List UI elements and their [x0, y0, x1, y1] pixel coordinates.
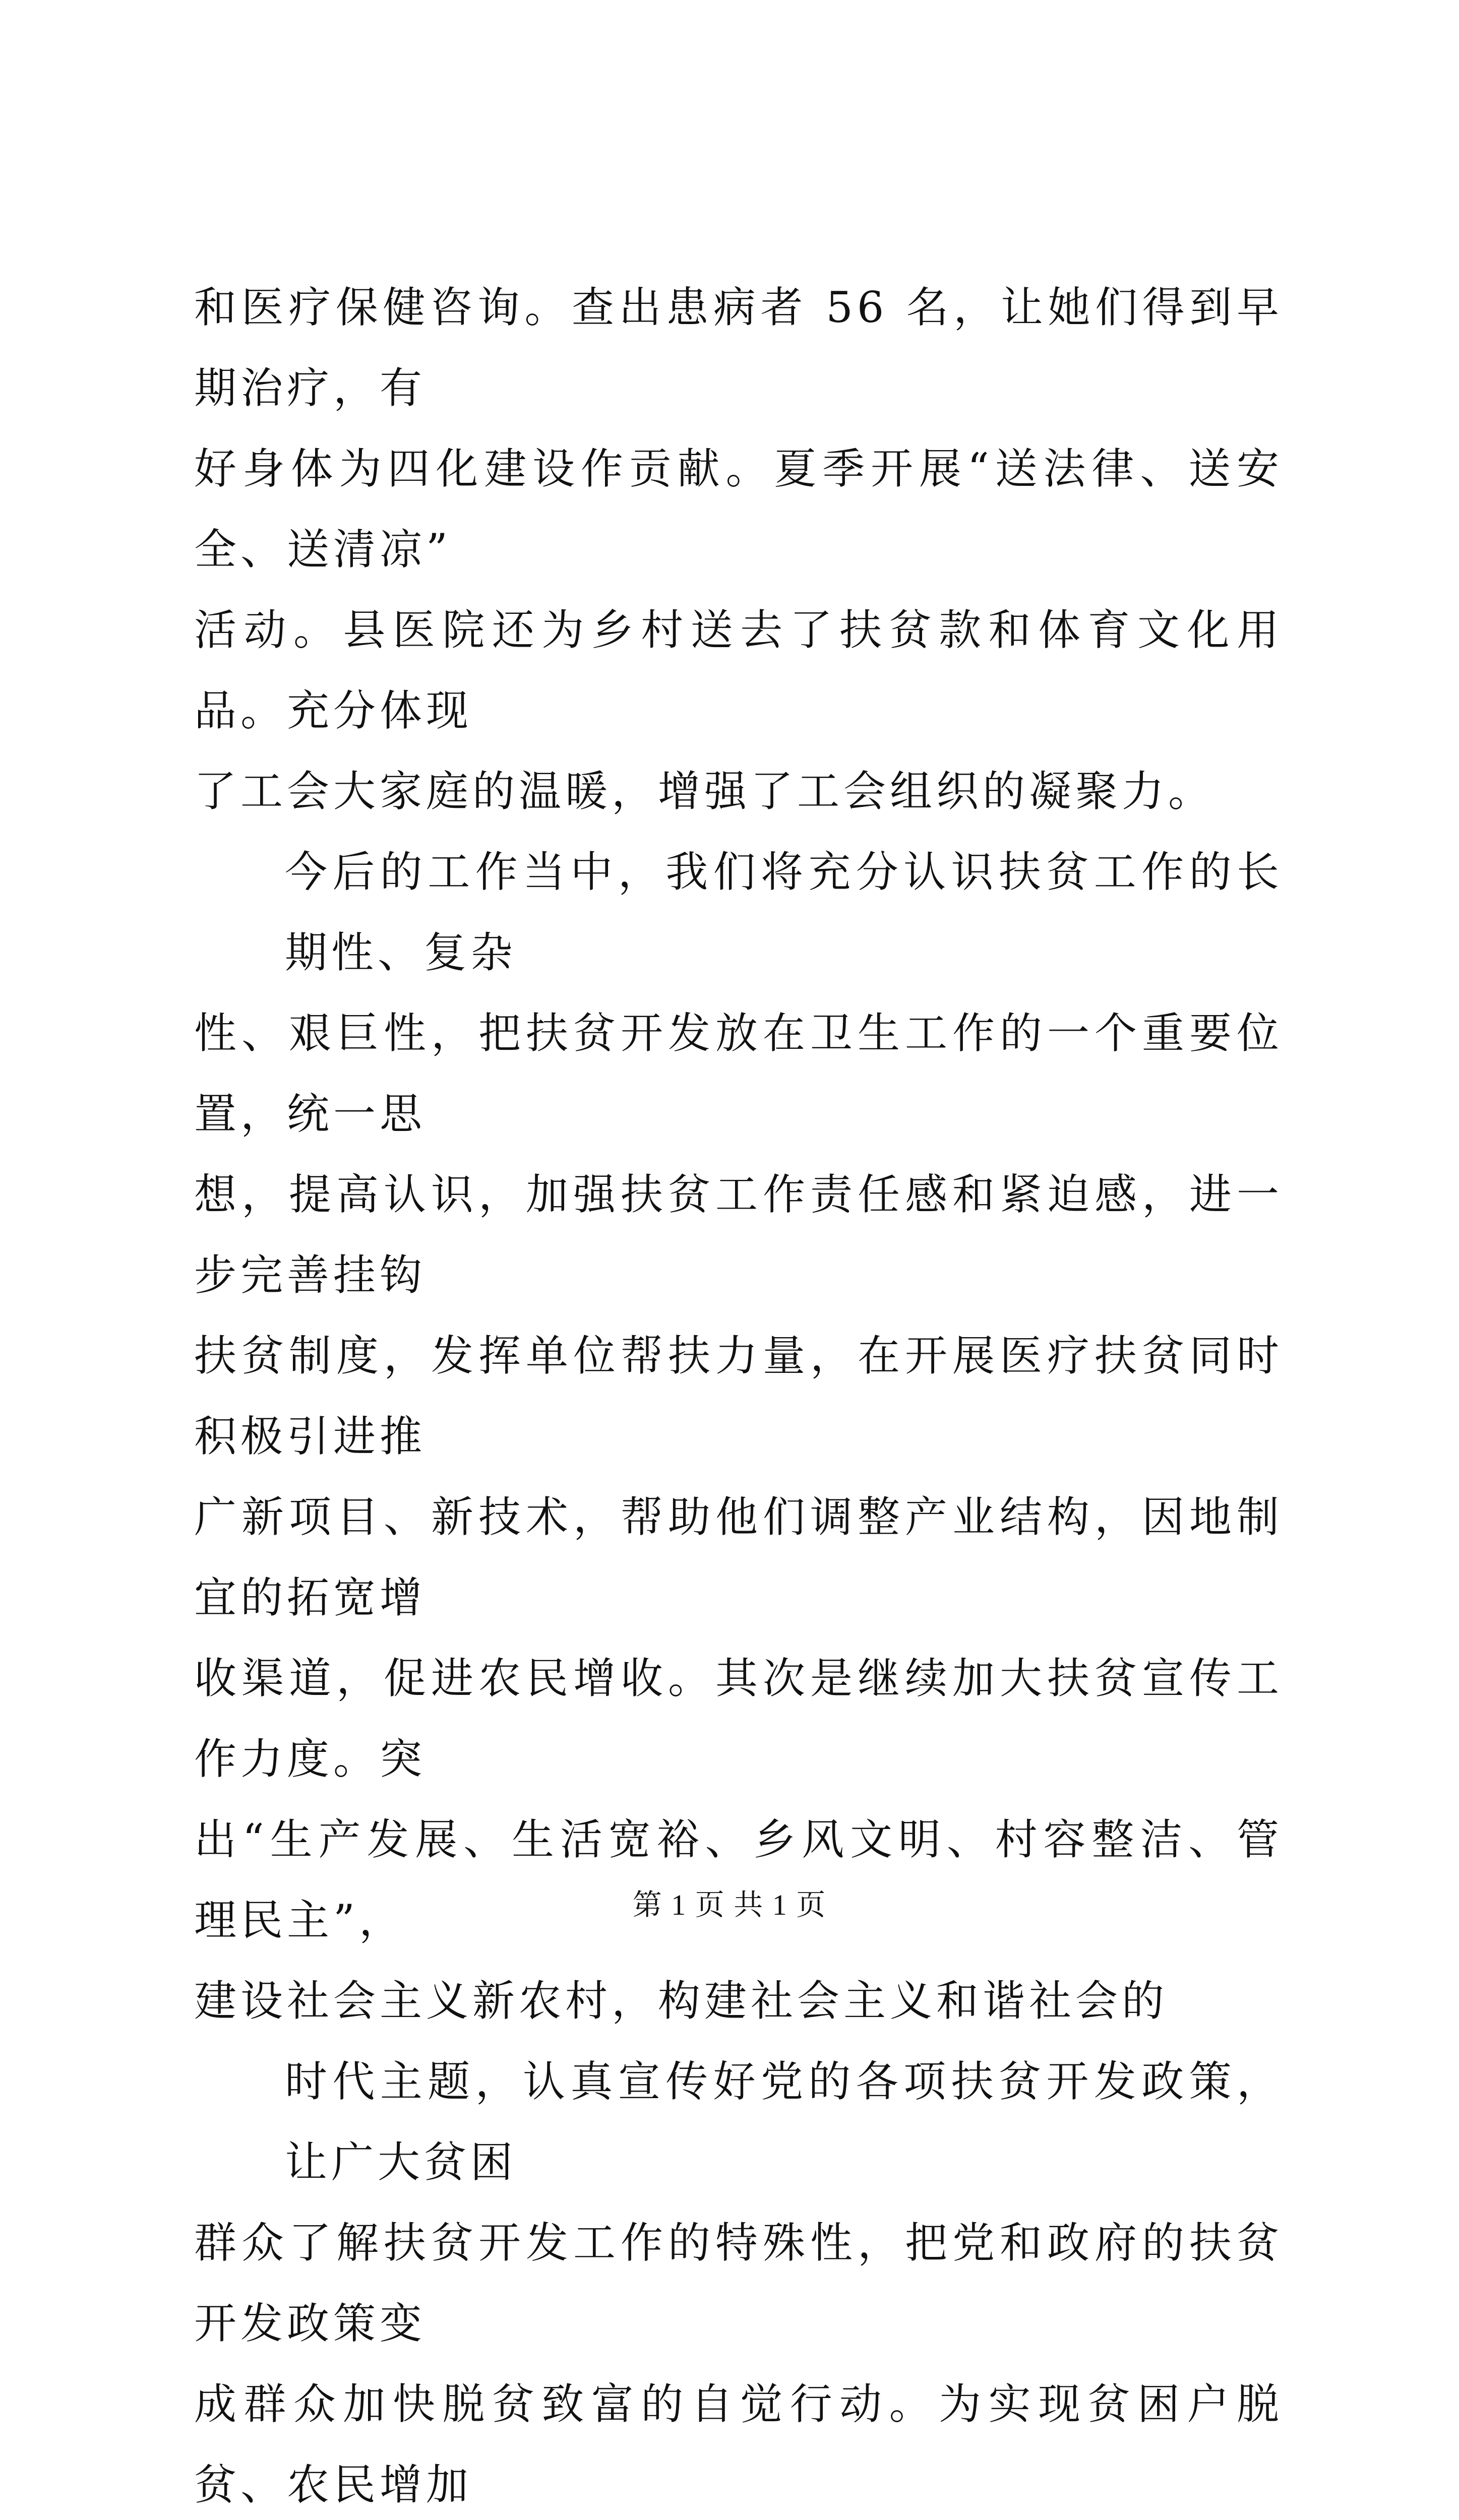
paragraph-2	[194, 832, 1283, 2041]
paragraph-line: 今后的工作当中，我们将充分认识扶贫工作的长期性、复杂	[285, 847, 1283, 977]
paragraph-1	[194, 267, 1283, 832]
document-body	[194, 267, 1283, 2520]
page-footer: 第 1 页 共 1 页	[632, 1888, 827, 1921]
paragraph-line: 了工会大家庭的温暖，增强了工会组织的凝聚力。	[194, 767, 1215, 816]
paragraph-line: 收渠道，促进农民增收。其次是继续加大扶贫宣传工作力度。突	[194, 1654, 1283, 1784]
paragraph-line: 广新项目、新技术，帮助他们调整产业结构，因地制宜的拓宽增	[194, 1492, 1283, 1622]
paragraph-line: 活动。县医院还为乡村送去了扶贫款和体育文化用品。充分体现	[194, 605, 1283, 735]
paragraph-line: 扶贫制度，发挥单位帮扶力量，在开展医疗扶贫同时积极引进推	[194, 1331, 1283, 1461]
paragraph-line: 时代主题，认真宣传好党的各项扶贫开发政策，让广大贫困	[285, 2057, 1283, 2187]
paragraph-line: 出“生产发展、生活宽裕、乡风文明、村容整洁、管理民主”，	[194, 1815, 1283, 1945]
paragraph-line: 性、艰巨性，把扶贫开发放在卫生工作的一个重要位置，统一思	[194, 1009, 1283, 1139]
paragraph-line: 和医疗保健咨询。查出患病者 56 名，让她们得到早期治疗，有	[194, 283, 1283, 413]
paragraph-line: 建设社会主义新农村，构建社会主义和谐社会的	[194, 1976, 1169, 2026]
paragraph-line: 成群众加快脱贫致富的自觉行动。为实现贫困户脱贫、农民增加	[194, 2379, 1283, 2509]
paragraph-line: 好身体为四化建设作贡献。夏季开展“送法律、送安全、送清凉”	[194, 444, 1283, 574]
paragraph-line: 群众了解扶贫开发工作的特殊性，把党和政府的扶贫开发政策变	[194, 2218, 1283, 2348]
paragraph-line: 想，提高认识，加强扶贫工作责任感和紧迫感，进一步完善挂钩	[194, 1170, 1283, 1300]
paragraph-3	[194, 2041, 1283, 2520]
